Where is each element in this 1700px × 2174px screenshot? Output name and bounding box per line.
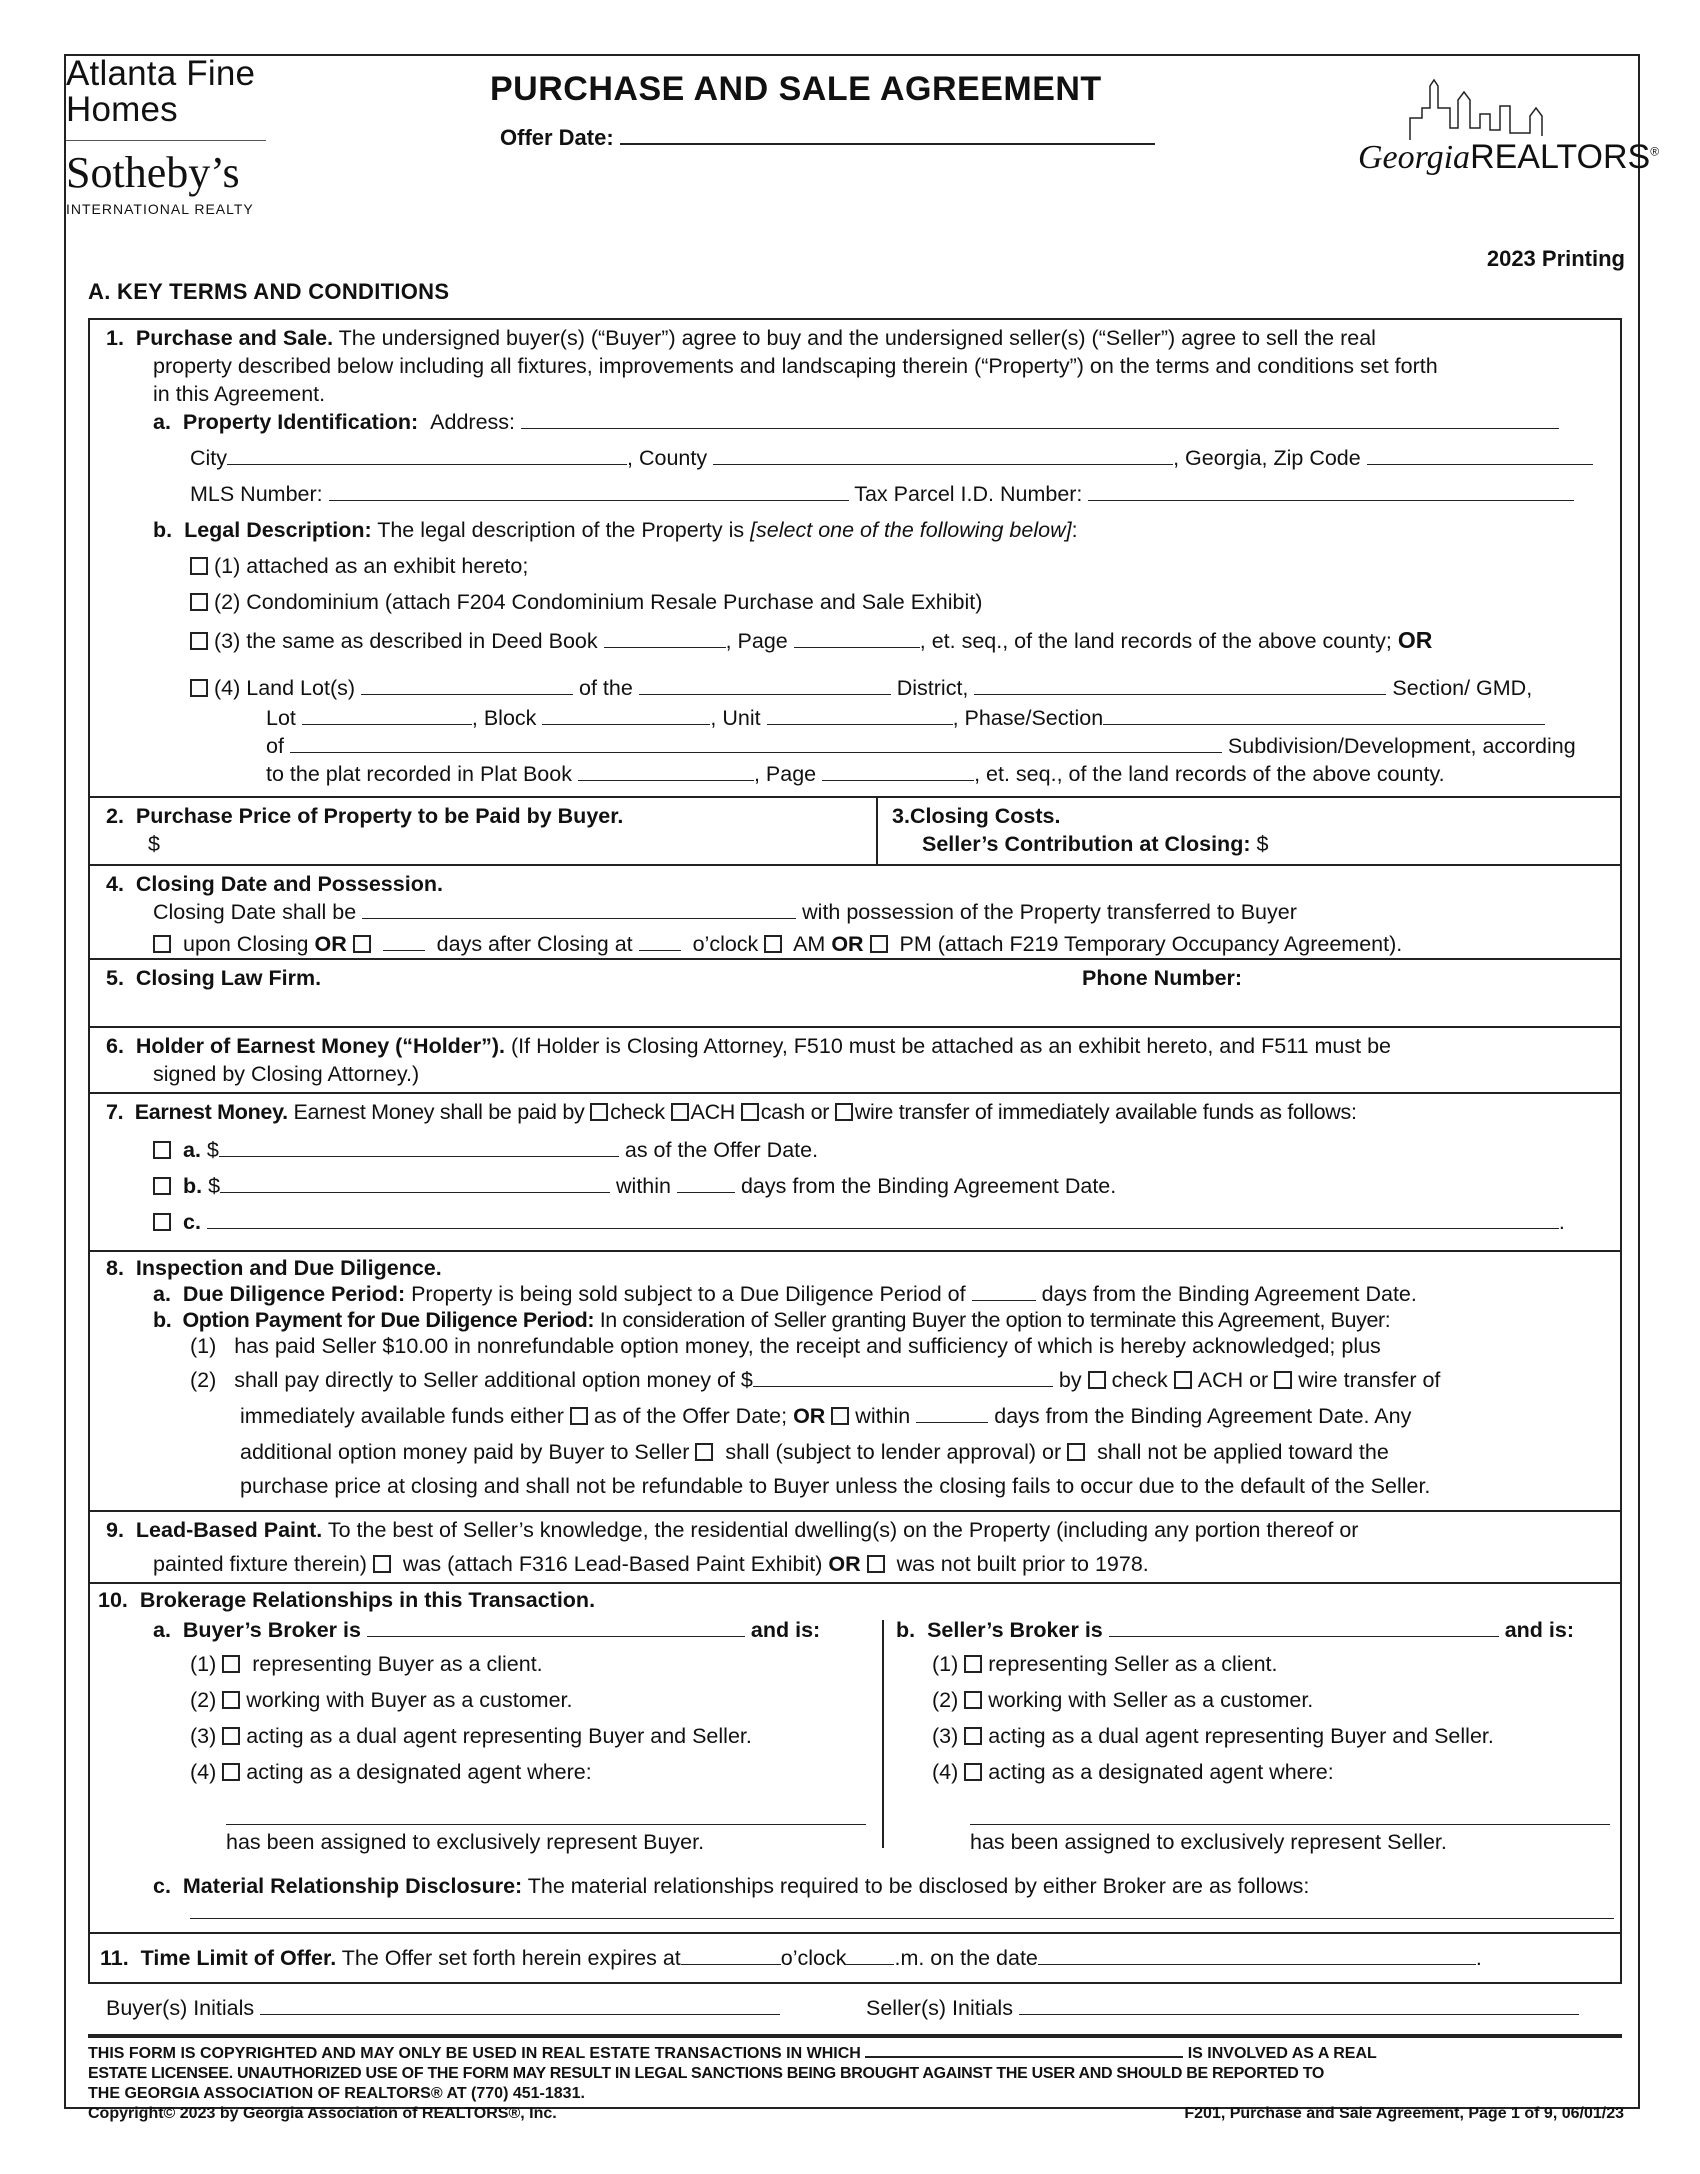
seller-opt-1: (1) representing Seller as a client. xyxy=(932,1652,1278,1676)
tax-parcel-field[interactable] xyxy=(1088,480,1574,501)
district-field[interactable] xyxy=(639,674,891,695)
section-2-3-box xyxy=(88,796,1622,866)
seller-opt-3: (3) acting as a dual agent representing Buyer and Seller. xyxy=(932,1724,1494,1748)
option-within-days[interactable] xyxy=(916,1402,988,1423)
seller-opt-1-checkbox[interactable] xyxy=(964,1655,982,1673)
pm-checkbox[interactable] xyxy=(870,935,888,953)
plat-page-field[interactable] xyxy=(822,760,974,781)
s9-heading: 9. Lead-Based Paint. To the best of Seller’s knowledge, the residential dwelling(s) on the Property (including any portion thereof or xyxy=(106,1518,1359,1542)
section-field[interactable] xyxy=(974,674,1386,695)
option-ach-checkbox[interactable] xyxy=(1174,1371,1192,1389)
section-a-heading: A. KEY TERMS AND CONDITIONS xyxy=(88,279,450,304)
s8b-2-line2: immediately available funds either as of the Offer Date; OR within days from the Binding Agreement Date. Any xyxy=(240,1404,1412,1428)
option-check-checkbox[interactable] xyxy=(1088,1371,1106,1389)
buyer-designated-agent-field[interactable] xyxy=(226,1824,866,1825)
sellers-broker-field[interactable] xyxy=(1109,1616,1499,1637)
seller-initials-field[interactable] xyxy=(1019,1994,1579,2015)
section-9-box xyxy=(88,1510,1622,1584)
buyer-opt-4: (4) acting as a designated agent where: xyxy=(190,1760,592,1784)
ampm-field[interactable] xyxy=(846,1944,894,1965)
buyer-opt-2: (2) working with Buyer as a customer. xyxy=(190,1688,573,1712)
offer-date-field[interactable] xyxy=(620,125,1155,145)
footer-form-id: F201, Purchase and Sale Agreement, Page 1 of 9, 06/01/23 xyxy=(1184,2105,1624,2122)
unit-field[interactable] xyxy=(767,704,953,725)
s11-row: 11. Time Limit of Offer. The Offer set forth herein expires at o’clock .m. on the date . xyxy=(100,1946,1482,1970)
s3-seller-contribution: Seller’s Contribution at Closing: $ xyxy=(922,832,1269,856)
lot-row: Lot , Block , Unit , Phase/Section xyxy=(266,704,1545,732)
offer-date xyxy=(500,125,1155,151)
logo-sothebys: Sotheby’s xyxy=(66,148,240,197)
georgia-realtors-wordmark: GeorgiaREALTORS® xyxy=(1358,138,1660,176)
s9-line2: painted fixture therein) was (attach F316 Lead-Based Paint Exhibit) OR was not built prior to 1978. xyxy=(153,1552,1149,1576)
land-lot-field[interactable] xyxy=(361,674,573,695)
em-b-checkbox[interactable] xyxy=(153,1177,171,1195)
purchase-price-field[interactable]: $ xyxy=(148,832,160,856)
footer-rule xyxy=(88,2034,1622,2038)
oclock-field[interactable] xyxy=(639,930,681,951)
expire-date-field[interactable] xyxy=(1038,1944,1476,1965)
buyer-opt-2-checkbox[interactable] xyxy=(222,1691,240,1709)
option-2-checkbox[interactable] xyxy=(190,593,208,611)
printing-year: 2023 Printing xyxy=(1486,246,1625,271)
licensee-field[interactable] xyxy=(865,2042,1183,2058)
option-4-checkbox[interactable] xyxy=(190,679,208,697)
s2-s3-divider xyxy=(876,798,878,864)
footer-line-3: THE GEORGIA ASSOCIATION OF REALTORS® AT (770) 451-1831. xyxy=(88,2085,585,2102)
s8b-2: (2) shall pay directly to Seller additional option money of $ by check ACH or wire transfer of xyxy=(190,1368,1441,1392)
broker-divider xyxy=(882,1620,884,1848)
section-4-box xyxy=(88,864,1622,960)
city-field[interactable] xyxy=(227,444,627,465)
footer-notice xyxy=(88,2042,1624,2126)
logo-divider xyxy=(66,140,266,141)
deed-page-field[interactable] xyxy=(794,627,920,648)
section-6-box xyxy=(88,1026,1622,1094)
seller-assigned-text: has been assigned to exclusively represent Seller. xyxy=(970,1830,1447,1854)
s8b-2-line3: additional option money paid by Buyer to Seller shall (subject to lender approval) or shall not be applied toward the xyxy=(240,1440,1389,1464)
footer-line-2: ESTATE LICENSEE. UNAUTHORIZED USE OF THE FORM MAY RESULT IN LEGAL SANCTIONS BEING BROUGHT AGAINST THE USER AND SHOULD BE REPORTED TO xyxy=(88,2065,1325,2082)
legal-option-3: (3) the same as described in Deed Book , Page , et. seq., of the land records of the above county; OR xyxy=(190,626,1432,655)
lot-field[interactable] xyxy=(302,704,472,725)
s1a-address: a. Property Identification: Address: xyxy=(153,408,1559,436)
em-cash-checkbox[interactable] xyxy=(741,1103,759,1121)
days-after-field[interactable] xyxy=(383,930,425,951)
s5-heading: 5. Closing Law Firm. xyxy=(106,966,322,990)
mls-field[interactable] xyxy=(329,480,849,501)
option-offer-date-checkbox[interactable] xyxy=(570,1407,588,1425)
seller-opt-2: (2) working with Seller as a customer. xyxy=(932,1688,1314,1712)
option-1-checkbox[interactable] xyxy=(190,557,208,575)
section-11-box xyxy=(88,1932,1622,1984)
s8a: a. Due Diligence Period: Property is being sold subject to a Due Diligence Period of days from the Binding Agreement Date. xyxy=(153,1282,1417,1306)
s6-text-2: signed by Closing Attorney.) xyxy=(153,1062,420,1086)
section-7-box xyxy=(88,1092,1622,1252)
seller-designated-agent-field[interactable] xyxy=(970,1824,1610,1825)
due-diligence-days[interactable] xyxy=(972,1280,1036,1301)
em-b-amount[interactable] xyxy=(220,1172,610,1193)
buyer-opt-3-checkbox[interactable] xyxy=(222,1727,240,1745)
legal-option-2: (2) Condominium (attach F204 Condominium Resale Purchase and Sale Exhibit) xyxy=(190,588,982,616)
em-b-days[interactable] xyxy=(677,1172,735,1193)
seller-opt-3-checkbox[interactable] xyxy=(964,1727,982,1745)
em-option-a: a. $ as of the Offer Date. xyxy=(153,1136,818,1164)
county-field[interactable] xyxy=(713,444,1173,465)
lead-was-checkbox[interactable] xyxy=(373,1555,391,1573)
option-money-field[interactable] xyxy=(753,1366,1053,1387)
legal-option-4: (4) Land Lot(s) of the District, Section/ GMD, xyxy=(190,674,1532,702)
page-title: PURCHASE AND SALE AGREEMENT xyxy=(490,70,1102,108)
material-relationship-field[interactable] xyxy=(190,1918,1614,1919)
s10c: c. Material Relationship Disclosure: The material relationships required to be disclosed by either Broker are as follows: xyxy=(153,1874,1310,1898)
seller-opt-4-checkbox[interactable] xyxy=(964,1763,982,1781)
logo-intl-realty: INTERNATIONAL REALTY xyxy=(66,201,254,217)
option-3-checkbox[interactable] xyxy=(190,632,208,650)
atlanta-fine-homes-logo xyxy=(66,56,276,217)
s8-heading: 8. Inspection and Due Diligence. xyxy=(106,1256,442,1280)
deed-book-field[interactable] xyxy=(604,627,726,648)
s5-phone-label: Phone Number: xyxy=(1082,966,1243,990)
possession-row: upon Closing OR days after Closing at o’clock AM OR PM (attach F219 Temporary Occupancy Agreement). xyxy=(153,930,1402,958)
s8b: b. Option Payment for Due Diligence Period: In consideration of Seller granting Buyer the option to terminate this Agreement, Buyer: xyxy=(153,1308,1391,1332)
buyers-broker-row: a. Buyer’s Broker is and is: xyxy=(153,1618,821,1642)
option-wire-checkbox[interactable] xyxy=(1274,1371,1292,1389)
zip-field[interactable] xyxy=(1367,444,1593,465)
seller-initials: Seller(s) Initials xyxy=(866,1994,1579,2022)
buyers-broker-field[interactable] xyxy=(367,1616,745,1637)
buyer-initials-field[interactable] xyxy=(260,1994,780,2015)
option-within-checkbox[interactable] xyxy=(831,1407,849,1425)
em-wire-checkbox[interactable] xyxy=(835,1103,853,1121)
footer-line-1: THIS FORM IS COPYRIGHTED AND MAY ONLY BE USED IN REAL ESTATE TRANSACTIONS IN WHICH IS INVOLVED AS A REAL xyxy=(88,2042,1624,2064)
georgia-realtors-logo xyxy=(1350,78,1660,208)
address-field[interactable] xyxy=(521,408,1559,429)
subdivision-row: of Subdivision/Development, according xyxy=(266,734,1576,758)
s4-heading: 4. Closing Date and Possession. xyxy=(106,872,443,896)
footer-copyright: Copyright© 2023 by Georgia Association of REALTORS®, Inc. xyxy=(88,2105,557,2122)
section-8-box xyxy=(88,1250,1622,1512)
footer-line-4 xyxy=(88,2104,1624,2126)
am-checkbox[interactable] xyxy=(764,935,782,953)
section-1-box xyxy=(88,318,1622,798)
buyer-initials: Buyer(s) Initials xyxy=(106,1994,780,2022)
seller-opt-4: (4) acting as a designated agent where: xyxy=(932,1760,1334,1784)
closing-date-field[interactable] xyxy=(362,898,796,919)
s7-heading: 7. Earnest Money. Earnest Money shall be paid by check ACH cash or wire transfer of immediately available funds as follows: xyxy=(106,1100,1357,1124)
option-shall-not-checkbox[interactable] xyxy=(1067,1443,1085,1461)
seller-opt-2-checkbox[interactable] xyxy=(964,1691,982,1709)
offer-date-label: Offer Date: xyxy=(500,125,614,150)
subdivision-field[interactable] xyxy=(290,732,1222,753)
phase-field[interactable] xyxy=(1103,704,1545,725)
seller-contribution-field[interactable]: $ xyxy=(1256,832,1269,856)
em-a-amount[interactable] xyxy=(219,1136,619,1157)
plat-row: to the plat recorded in Plat Book , Page , et. seq., of the land records of the above county. xyxy=(266,762,1445,786)
block-field[interactable] xyxy=(542,704,710,725)
em-check-checkbox[interactable] xyxy=(590,1103,608,1121)
sellers-broker-row: b. Seller’s Broker is and is: xyxy=(896,1618,1575,1642)
logo-line-2: Homes xyxy=(66,90,178,129)
option-shall-checkbox[interactable] xyxy=(695,1443,713,1461)
s1a-mls-row: MLS Number: Tax Parcel I.D. Number: xyxy=(190,480,1574,508)
buyer-opt-1-checkbox[interactable] xyxy=(222,1655,240,1673)
section-10-box xyxy=(88,1582,1622,1934)
s8b-1: (1) has paid Seller $10.00 in nonrefundable option money, the receipt and sufficiency of which is hereby acknowledged; plus xyxy=(190,1334,1381,1358)
section-5-box xyxy=(88,958,1622,1028)
em-c-field[interactable] xyxy=(207,1208,1559,1229)
buyer-opt-4-checkbox[interactable] xyxy=(222,1763,240,1781)
logo-line-1: Atlanta Fine xyxy=(66,54,256,93)
em-a-checkbox[interactable] xyxy=(153,1141,171,1159)
expire-time-field[interactable] xyxy=(681,1944,781,1965)
buyer-assigned-text: has been assigned to exclusively represent Buyer. xyxy=(226,1830,705,1854)
plat-book-field[interactable] xyxy=(578,760,754,781)
buyer-opt-1: (1) representing Buyer as a client. xyxy=(190,1652,543,1676)
s6-heading: 6. Holder of Earnest Money (“Holder”). (If Holder is Closing Attorney, F510 must be attached as an exhibit hereto, and F511 must be xyxy=(106,1034,1391,1058)
s1a-city-row: City , County , Georgia, Zip Code xyxy=(190,444,1593,472)
s1-text-2: property described below including all fixtures, improvements and landscaping therein (“Property”) on the terms and conditions set forth xyxy=(153,354,1438,378)
upon-closing-checkbox[interactable] xyxy=(153,935,171,953)
em-option-c: c. . xyxy=(153,1208,1565,1236)
s10-heading: 10. Brokerage Relationships in this Transaction. xyxy=(98,1588,596,1612)
s1b-legal: b. Legal Description: The legal description of the Property is [select one of the following below]: xyxy=(153,518,1078,542)
em-c-checkbox[interactable] xyxy=(153,1213,171,1231)
s3-heading: 3.Closing Costs. xyxy=(892,804,1061,828)
legal-option-1: (1) attached as an exhibit hereto; xyxy=(190,552,528,580)
em-ach-checkbox[interactable] xyxy=(671,1103,689,1121)
s8b-2-line4: purchase price at closing and shall not be refundable to Buyer unless the closing fails to occur due to the default of the Seller. xyxy=(240,1474,1431,1498)
buyer-opt-3: (3) acting as a dual agent representing Buyer and Seller. xyxy=(190,1724,752,1748)
s1-text-3: in this Agreement. xyxy=(153,382,326,406)
closing-date-row: Closing Date shall be with possession of the Property transferred to Buyer xyxy=(153,900,1297,924)
em-option-b: b. $ within days from the Binding Agreement Date. xyxy=(153,1172,1116,1200)
lead-was-not-checkbox[interactable] xyxy=(867,1555,885,1573)
days-after-checkbox[interactable] xyxy=(353,935,371,953)
s1-heading: 1. Purchase and Sale. The undersigned buyer(s) (“Buyer”) agree to buy and the undersigned seller(s) (“Seller”) agree to sell the real xyxy=(106,326,1376,350)
s2-heading: 2. Purchase Price of Property to be Paid by Buyer. xyxy=(106,804,624,828)
